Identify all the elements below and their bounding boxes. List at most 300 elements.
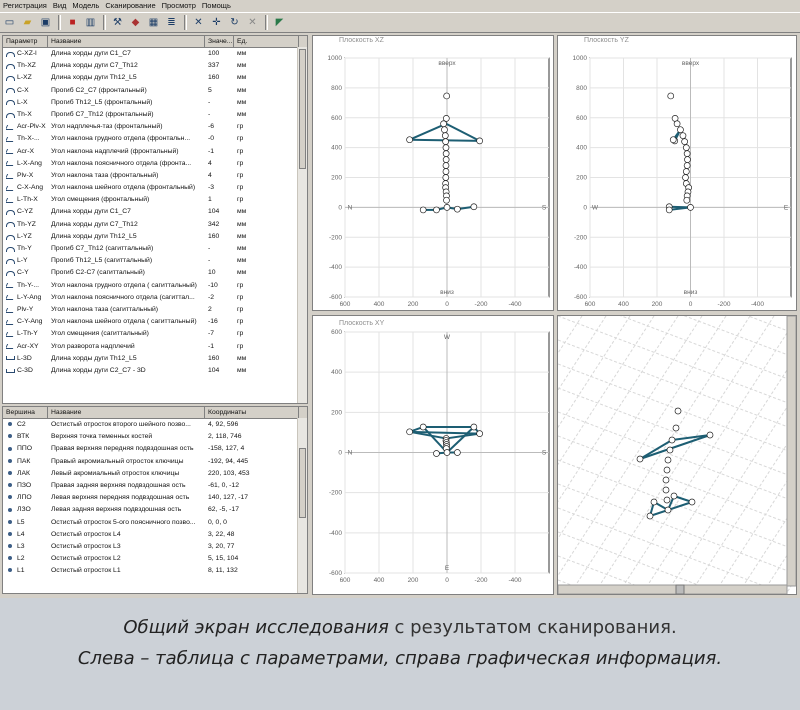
table-row[interactable] (3, 517, 307, 529)
x-tick-label: -200 (474, 577, 488, 584)
menu-view[interactable]: Вид (52, 1, 67, 10)
scrollbar-thumb[interactable] (299, 448, 306, 518)
table-row[interactable] (3, 182, 307, 194)
table-row[interactable] (3, 492, 307, 504)
param-code (3, 353, 48, 365)
table-row[interactable] (3, 121, 307, 133)
param-code-text: L-X (17, 98, 28, 106)
y-tick-label: 0 (583, 204, 587, 212)
vertex-name: Остистый отросток L2 (51, 555, 121, 563)
axis-direction-label: W (591, 204, 599, 212)
menu-scan[interactable]: Сканирование (105, 1, 156, 10)
data-point (651, 499, 657, 505)
table-row[interactable] (3, 97, 307, 109)
parameters-table (2, 35, 308, 404)
table-row[interactable] (3, 267, 307, 279)
col-coords[interactable]: Координаты (205, 407, 299, 418)
col-name[interactable]: Название (48, 36, 205, 47)
param-unit: гр (237, 135, 244, 143)
menu-model[interactable]: Модель (72, 1, 100, 10)
param-name: Угол наклона надплечий (фронтальный) (51, 147, 179, 155)
table-row[interactable] (3, 206, 307, 218)
param-code-text: L-Y-Ang (17, 293, 42, 301)
param-unit: мм (237, 232, 247, 240)
param-unit: мм (237, 62, 247, 70)
rotate-icon[interactable]: ↻ (230, 17, 239, 28)
data-point (420, 207, 426, 213)
data-point (444, 93, 450, 99)
vertex-code-text: ПАК (17, 457, 31, 465)
param-code-text: Th-X-... (17, 135, 40, 143)
menu-help[interactable]: Помощь (201, 1, 231, 10)
caption-emphasis: Общий экран исследования (123, 617, 389, 638)
data-point (666, 207, 672, 213)
3d-view-pane[interactable] (557, 315, 797, 595)
col-value[interactable]: Значе... (205, 36, 234, 47)
arc-icon (6, 208, 15, 215)
param-name: Угол наклона грудного отдела (фронтальн... (51, 135, 191, 143)
param-value: - (208, 257, 211, 265)
param-name: Угол смещения (фронтальный) (51, 196, 150, 204)
data-point (407, 429, 413, 435)
vertex-code-text: L3 (17, 542, 25, 550)
x-tick-label: -200 (717, 301, 731, 308)
axis-direction-label: N (347, 204, 353, 212)
y-tick-label: 1000 (572, 55, 587, 62)
param-name: Длина хорды дуги Th12_L5 (51, 232, 137, 240)
data-point (673, 425, 679, 431)
param-code-text: C-Y (17, 269, 29, 277)
table-row[interactable] (3, 565, 307, 577)
red-square-icon[interactable]: ■ (69, 17, 76, 28)
param-name: Угол наклона поясничного отдела (сагиттал... (51, 293, 195, 301)
param-code-text: Acr-XY (17, 342, 39, 350)
arc-icon (6, 220, 15, 227)
data-point (443, 169, 449, 175)
param-code-text: C-3D (17, 366, 33, 374)
vertex-name: Левая задняя верхняя подвздошная ость (51, 506, 182, 514)
param-value: 104 (208, 208, 220, 216)
param-value: -1 (208, 342, 215, 350)
data-point (407, 137, 413, 143)
table-row[interactable] (3, 60, 307, 72)
data-point (668, 93, 674, 99)
param-value: - (208, 245, 211, 252)
crosshair-icon[interactable]: ✕ (194, 17, 203, 28)
data-point (663, 477, 669, 483)
angle-icon (6, 196, 15, 203)
table-row[interactable] (3, 219, 307, 231)
param-name: Длина хорды дуги C7_Th12 (51, 220, 138, 228)
table-row[interactable] (3, 231, 307, 243)
param-unit: мм (237, 366, 247, 374)
vertex-code (3, 480, 48, 492)
vertex-code-text: L4 (17, 530, 25, 538)
data-point (443, 157, 449, 163)
param-unit: мм (237, 98, 247, 106)
xz-plane-chart[interactable] (313, 36, 553, 310)
param-code (3, 146, 48, 158)
x-tick-label: 400 (373, 577, 385, 584)
vertex-code (3, 504, 48, 516)
data-point (477, 431, 483, 437)
param-code (3, 48, 48, 60)
save-icon[interactable]: ▣ (40, 17, 51, 28)
axis-direction-label: вниз (683, 289, 698, 296)
x-tick-label: 200 (407, 577, 419, 584)
table-row[interactable] (3, 316, 307, 328)
data-point (471, 424, 477, 430)
vertex-coords: 8, 11, 132 (208, 567, 238, 575)
y-tick-label: 200 (576, 174, 587, 182)
vertex-dot-icon (8, 544, 12, 548)
xy-plane-chart[interactable] (313, 316, 553, 594)
table-row[interactable] (3, 456, 307, 468)
param-code-text: Th-Y (17, 245, 32, 252)
table-row[interactable] (3, 146, 307, 158)
vertex-dot-icon (8, 434, 12, 438)
param-code (3, 219, 48, 231)
vertex-coords: 3, 20, 77 (208, 542, 235, 550)
param-name: Прогиб C7_Th12 (сагиттальный) (51, 245, 154, 252)
view-background (558, 316, 796, 594)
param-name: Прогиб C7_Th12 (фронтальный) (51, 110, 154, 118)
vertex-code-text: ЛЗО (17, 506, 31, 514)
y-tick-label: -600 (328, 294, 342, 301)
vertex-code (3, 468, 48, 480)
y-tick-label: -400 (328, 264, 342, 272)
param-name: Прогиб Th12_L5 (фронтальный) (51, 98, 153, 106)
param-value: -1 (208, 147, 215, 155)
table-row[interactable] (3, 328, 307, 340)
palette-icon[interactable]: ◆ (131, 17, 140, 28)
y-tick-label: 400 (331, 369, 342, 377)
data-point (443, 151, 449, 157)
y-tick-label: 800 (576, 84, 587, 92)
arc-icon (6, 111, 15, 118)
arc-icon (6, 98, 15, 105)
col-unit[interactable]: Ед. (234, 36, 299, 47)
table-row[interactable] (3, 48, 307, 60)
vertex-code-text: L1 (17, 567, 25, 575)
y-tick-label: -400 (573, 264, 587, 272)
tools-icon[interactable]: ⚒ (113, 17, 122, 28)
param-unit: гр (237, 184, 244, 192)
menu-browse[interactable]: Просмотр (161, 1, 196, 10)
data-point (707, 432, 713, 438)
data-point (667, 447, 673, 453)
x-tick-label: -200 (474, 301, 488, 308)
param-name: Угол надплечья-таз (фронтальный) (51, 123, 163, 131)
x-tick-label: 0 (445, 301, 449, 308)
data-point (665, 457, 671, 463)
angle-icon (6, 306, 15, 313)
vertex-coords: 2, 118, 746 (208, 433, 242, 441)
vertex-coords: 140, 127, -17 (208, 494, 249, 502)
param-unit: гр (237, 330, 244, 338)
param-unit: гр (237, 281, 244, 289)
data-point (444, 450, 450, 456)
angle-icon (6, 281, 15, 288)
vertex-coords: 0, 0, 0 (208, 518, 227, 526)
param-code-text: Th-X (17, 110, 32, 118)
param-name: Прогиб C2_C7 (фронтальный) (51, 86, 147, 94)
vertex-code-text: ЛАК (17, 469, 30, 477)
vertex-dot-icon (8, 532, 12, 536)
param-unit: мм (237, 50, 247, 57)
xz-plane-pane[interactable] (312, 35, 554, 311)
vertex-code-text: C2 (17, 421, 26, 428)
y-tick-label: 200 (331, 174, 342, 182)
grid-icon[interactable]: ▦ (148, 17, 159, 28)
data-point (443, 163, 449, 169)
param-value: - (208, 110, 211, 118)
vertex-name: Остистый отросток второго шейного позво... (51, 421, 191, 428)
vertex-name: Левая верхняя передняя подвздошная ость (51, 494, 190, 502)
data-point (674, 121, 680, 127)
x-tick-label: 400 (373, 301, 385, 308)
angle-icon (6, 330, 15, 337)
param-code (3, 182, 48, 194)
vertex-name: Остистый отросток L4 (51, 530, 121, 538)
delete-icon[interactable]: ✕ (248, 17, 257, 28)
param-value: 104 (208, 366, 220, 374)
col-param[interactable]: Параметр (3, 36, 48, 47)
param-code-text: C-X (17, 86, 29, 94)
x-tick-label: 200 (407, 301, 419, 308)
table-row[interactable] (3, 280, 307, 292)
param-code (3, 328, 48, 340)
param-unit: мм (237, 208, 247, 216)
angle-icon (6, 123, 15, 130)
x-tick-label: 600 (584, 301, 596, 308)
vertex-code (3, 456, 48, 468)
table-row[interactable] (3, 170, 307, 182)
param-value: 100 (208, 50, 220, 57)
param-value: -7 (208, 330, 215, 338)
param-name: Угол разворота надплечий (51, 342, 135, 350)
folder-icon[interactable]: ▰ (23, 17, 32, 28)
data-point (684, 197, 690, 203)
y-tick-label: 400 (331, 144, 342, 152)
param-value: 342 (208, 220, 220, 228)
toolbar-separator (103, 15, 106, 30)
param-unit: мм (237, 269, 247, 277)
param-code-text: L-XZ (17, 74, 32, 82)
vertex-dot-icon (8, 483, 12, 487)
vertex-code-text: L2 (17, 555, 25, 563)
param-value: -6 (208, 123, 215, 131)
vertex-code (3, 553, 48, 565)
param-value: - (208, 98, 211, 106)
scrollbar-thumb[interactable] (299, 49, 306, 169)
data-point (670, 137, 676, 143)
table-row[interactable] (3, 304, 307, 316)
param-value: 4 (208, 159, 212, 167)
x-tick-label: -400 (508, 301, 522, 308)
param-name: Угол наклона таза (сагиттальный) (51, 305, 159, 313)
param-name: Угол наклона шейного отдела ( сагиттальный) (51, 318, 197, 326)
y-tick-label: 1000 (327, 55, 342, 62)
vertex-name: Верхняя точка теменных костей (51, 433, 153, 441)
list-icon[interactable]: ≣ (167, 17, 176, 28)
horizontal-scrollbar (558, 585, 787, 594)
export-icon[interactable]: ◤ (275, 17, 284, 28)
table-body (3, 48, 307, 377)
angle-icon (6, 147, 15, 154)
table-row[interactable] (3, 255, 307, 267)
toolbar-separator (265, 15, 268, 30)
table-row[interactable] (3, 468, 307, 480)
param-unit: мм (237, 245, 247, 252)
vertex-code-text: ППО (17, 445, 33, 453)
vertex-code (3, 492, 48, 504)
table-row[interactable] (3, 480, 307, 492)
pane-title: Плоскость XY (339, 320, 385, 327)
table-row[interactable] (3, 243, 307, 255)
y-tick-label: 600 (576, 114, 587, 122)
move-icon[interactable]: ✛ (212, 17, 221, 28)
col-name[interactable]: Название (48, 407, 205, 418)
param-code-text: L-Th-Y (17, 330, 38, 338)
table-row[interactable] (3, 109, 307, 121)
table-row[interactable] (3, 72, 307, 84)
table-row[interactable] (3, 341, 307, 353)
xy-plane-pane[interactable] (312, 315, 554, 595)
param-unit: гр (237, 305, 244, 313)
scrollbar[interactable] (297, 47, 307, 403)
yz-plane-chart[interactable] (558, 36, 796, 310)
param-code (3, 158, 48, 170)
param-value: 160 (208, 232, 220, 240)
x-tick-label: -400 (508, 577, 522, 584)
data-point (684, 151, 690, 157)
param-code (3, 231, 48, 243)
3d-view-chart[interactable] (558, 316, 796, 594)
scrollbar[interactable] (297, 418, 307, 593)
vertex-dot-icon (8, 508, 12, 512)
table-row[interactable] (3, 353, 307, 365)
open-icon[interactable]: ▭ (4, 17, 15, 28)
angle-icon (6, 342, 15, 349)
caption (0, 612, 800, 674)
table-row[interactable] (3, 541, 307, 553)
menu-registration[interactable]: Регистрация (3, 1, 47, 10)
data-point (454, 450, 460, 456)
data-point (443, 145, 449, 151)
data-point (443, 139, 449, 145)
table-row[interactable] (3, 194, 307, 206)
axis-direction-label: вверх (681, 60, 700, 67)
param-code (3, 121, 48, 133)
param-name: Угол смещения (сагиттальный) (51, 330, 149, 338)
table-row[interactable] (3, 133, 307, 145)
table-row[interactable] (3, 553, 307, 565)
y-tick-label: 600 (331, 329, 342, 336)
table-row[interactable] (3, 85, 307, 97)
vertex-coords: -158, 127, 4 (208, 445, 245, 453)
table-row[interactable] (3, 158, 307, 170)
yz-plane-pane[interactable] (557, 35, 797, 311)
table-row[interactable] (3, 419, 307, 431)
param-name: Длина хорды дуги Th12_L5 (51, 354, 137, 362)
y-tick-label: -400 (328, 529, 342, 537)
param-code-text: C-Y-Ang (17, 318, 43, 326)
data-point (433, 207, 439, 213)
param-value: -0 (208, 135, 215, 143)
data-point (688, 204, 694, 210)
angle-icon (6, 172, 15, 179)
param-code (3, 243, 48, 255)
param-code (3, 267, 48, 279)
table-row[interactable] (3, 292, 307, 304)
param-unit: мм (237, 354, 247, 362)
vertex-code (3, 443, 48, 455)
param-name: Угол наклона шейного отдела (фронтальный) (51, 184, 196, 192)
table-row[interactable] (3, 431, 307, 443)
data-point (664, 497, 670, 503)
param-code-text: L-Y (17, 257, 28, 265)
table-body (3, 419, 307, 577)
y-tick-label: 600 (331, 114, 342, 122)
vertices-table (2, 406, 308, 594)
col-vertex[interactable]: Вершина (3, 407, 48, 418)
data-point (433, 451, 439, 457)
y-tick-label: -600 (328, 570, 342, 577)
histogram-icon[interactable]: ▥ (85, 17, 96, 28)
param-unit: гр (237, 318, 244, 326)
vertical-scrollbar (787, 316, 796, 586)
vertex-coords: 3, 22, 48 (208, 530, 235, 538)
param-code-text: L-YZ (17, 232, 32, 240)
x-tick-label: -400 (750, 301, 765, 308)
vertex-code (3, 529, 48, 541)
table-header (3, 36, 307, 48)
toolbar (0, 12, 800, 33)
data-point (682, 139, 688, 145)
y-tick-label: -200 (573, 234, 587, 242)
data-point (663, 487, 669, 493)
param-code-text: L-X-Ang (17, 159, 42, 167)
param-value: 337 (208, 62, 220, 70)
data-point (442, 133, 448, 139)
param-code (3, 304, 48, 316)
x-tick-label: 0 (445, 577, 449, 584)
y-tick-label: -200 (328, 234, 342, 242)
param-value: -16 (208, 318, 218, 326)
data-point (664, 467, 670, 473)
param-code (3, 194, 48, 206)
vertex-name: Остистый отросток L3 (51, 542, 121, 550)
vertex-dot-icon (8, 556, 12, 560)
param-value: 160 (208, 354, 220, 362)
param-code-text: C-XZ-l (17, 50, 37, 57)
arc-icon (6, 74, 15, 81)
param-unit: мм (237, 257, 247, 265)
param-code-text: L-3D (17, 354, 32, 362)
y-tick-label: 200 (331, 409, 342, 417)
angle-icon (6, 184, 15, 191)
table-row[interactable] (3, 365, 307, 377)
vertex-code (3, 517, 48, 529)
table-row[interactable] (3, 443, 307, 455)
table-row[interactable] (3, 504, 307, 516)
vertex-code-text: ВТК (17, 433, 30, 441)
param-unit: гр (237, 123, 244, 131)
table-row[interactable] (3, 529, 307, 541)
vertex-coords: -61, 0, -12 (208, 481, 239, 489)
param-unit: гр (237, 159, 244, 167)
